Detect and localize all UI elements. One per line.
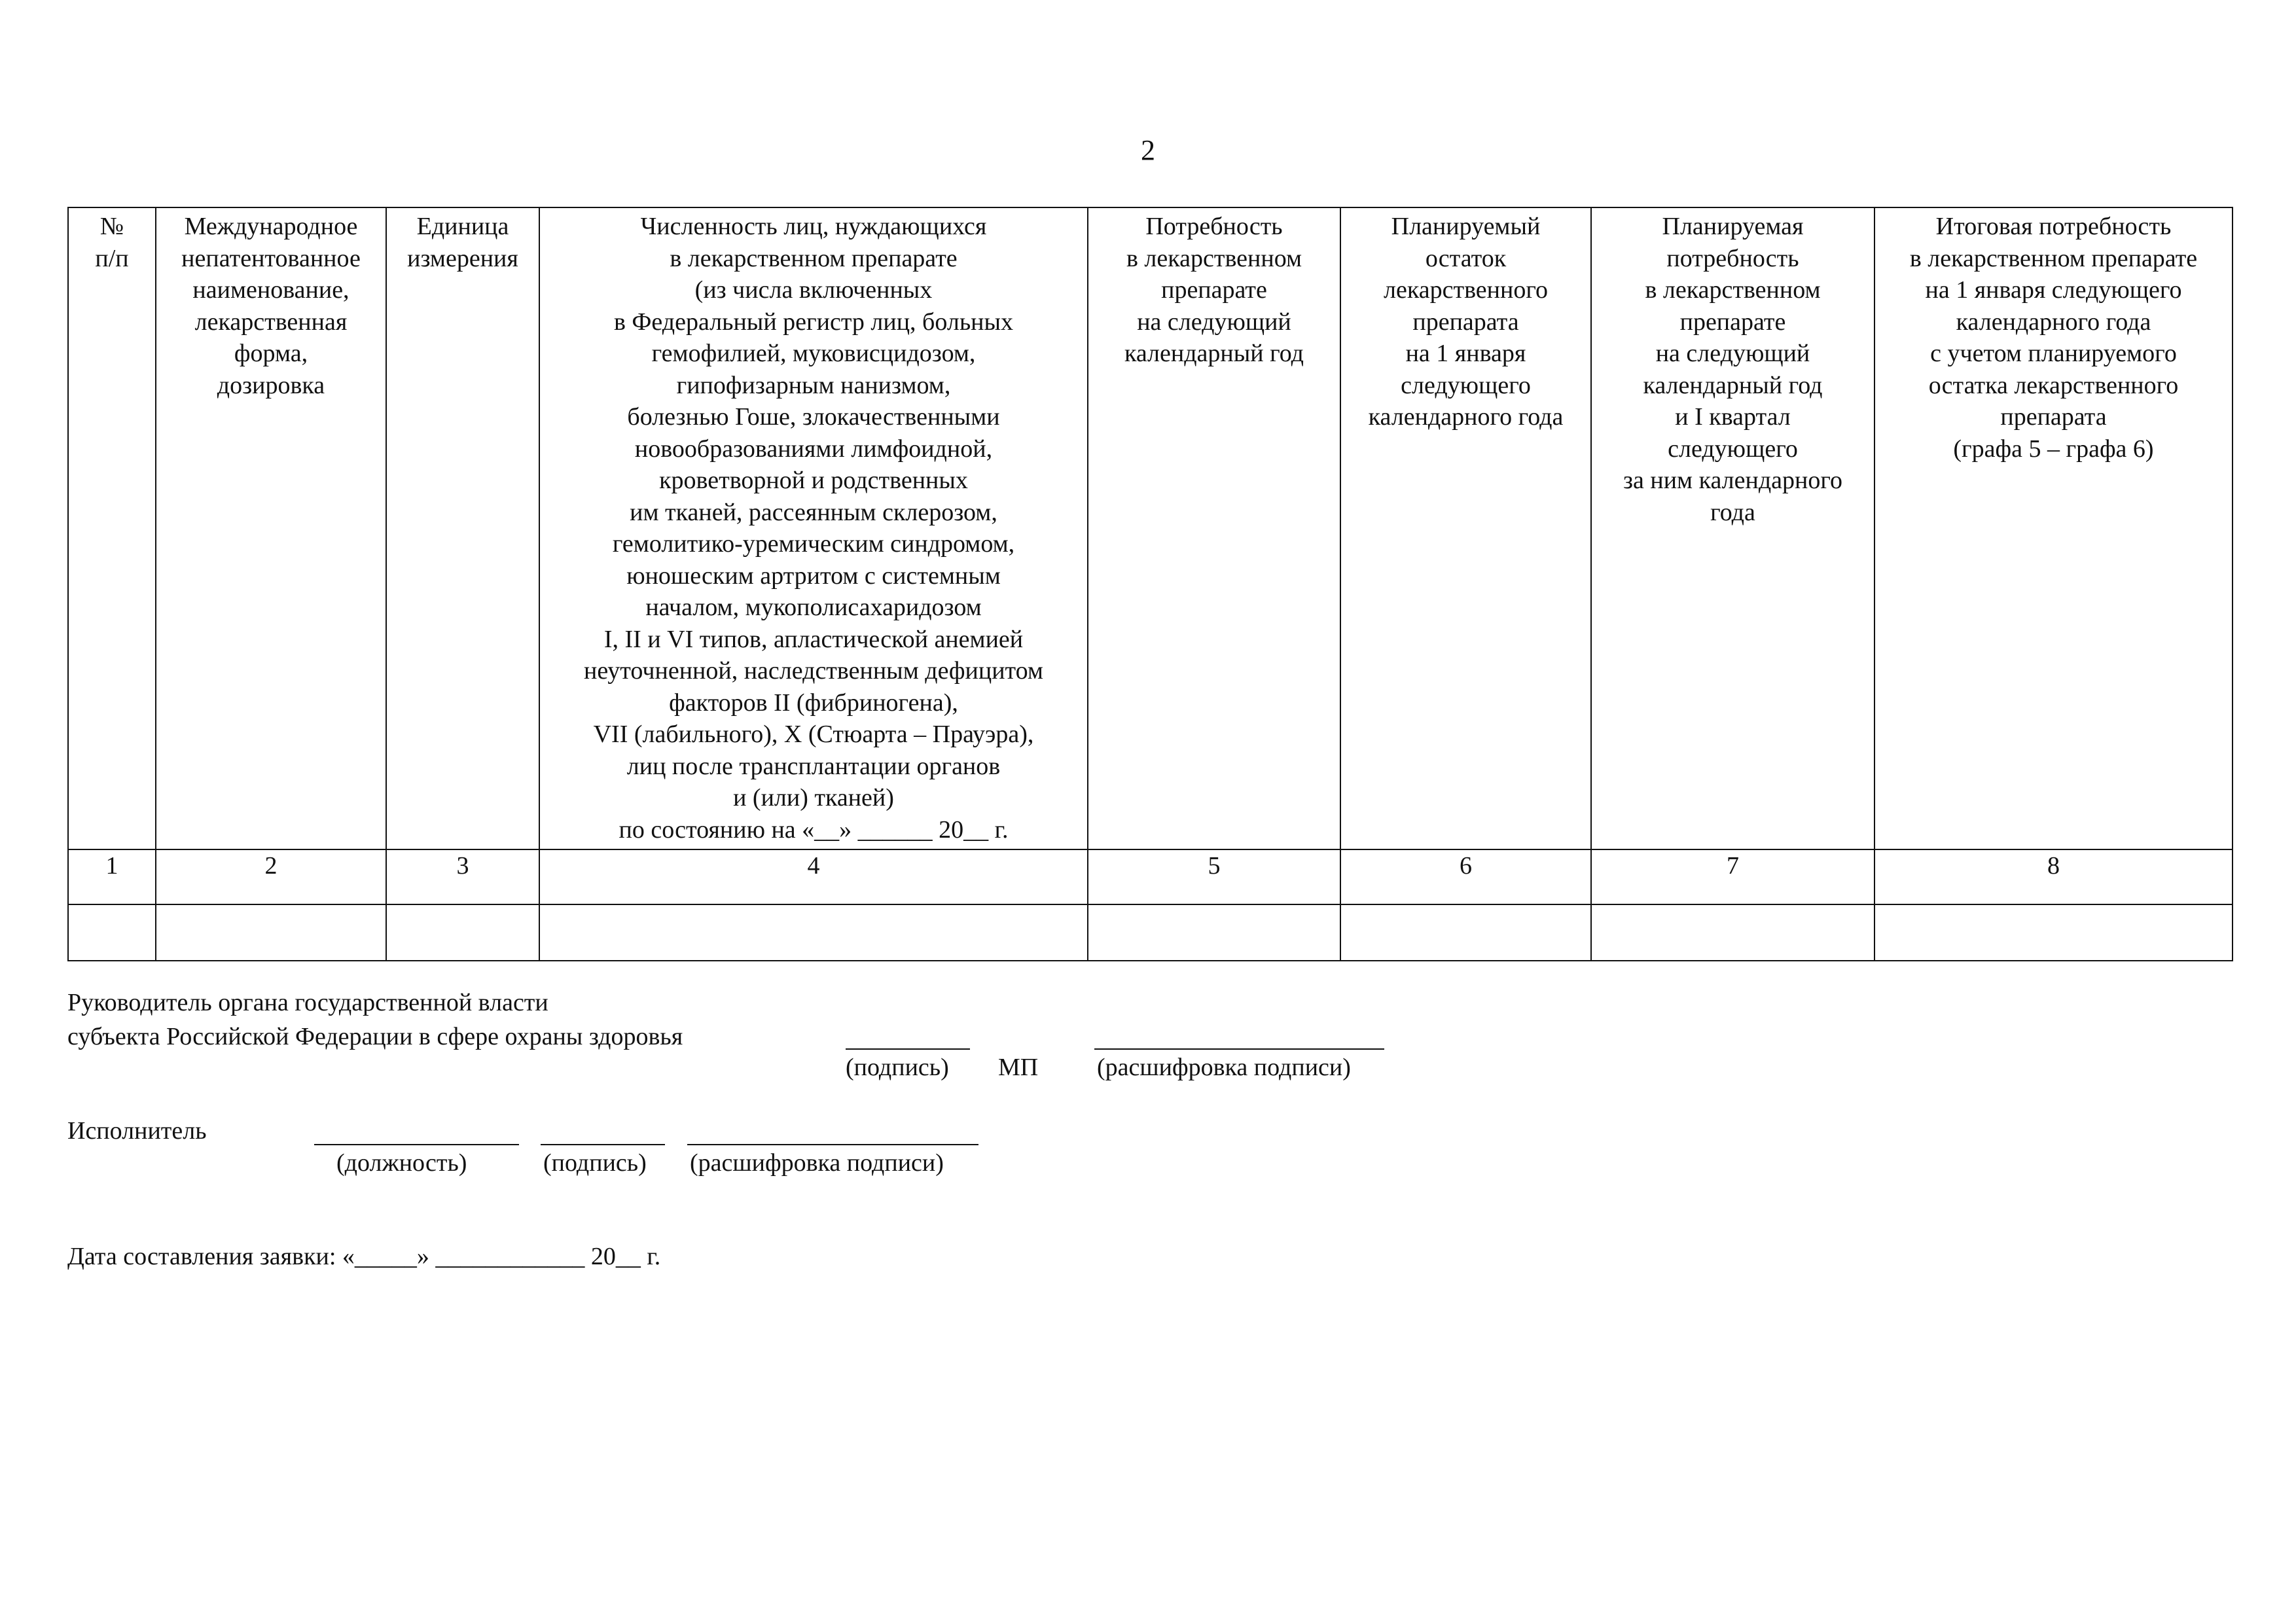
head-title-line1: Руководитель органа государственной власти [67,989,548,1016]
column-number: 7 [1591,849,1874,904]
header-unit: Единица измерения [386,207,539,849]
page-number: 2 [1141,134,1155,166]
executor-sign-caption: (подпись) [543,1149,647,1177]
empty-cell[interactable] [539,904,1088,961]
head-sign-blank[interactable] [846,1048,970,1050]
column-number: 1 [68,849,156,904]
empty-cell[interactable] [1591,904,1874,961]
column-number: 3 [386,849,539,904]
empty-cell[interactable] [1340,904,1591,961]
header-total-need: Итоговая потребность в лекарственном препарате на 1 января следующего календарного года с учетом планируемого остатка лекарственного препарата (графа 5 – графа 6) [1874,207,2233,849]
executor-position-caption: (должность) [336,1149,467,1177]
executor-position-blank[interactable] [314,1144,519,1145]
head-sign-caption: (подпись) [846,1054,949,1081]
executor-label: Исполнитель [67,1117,207,1145]
empty-cell[interactable] [1874,904,2233,961]
request-table [67,207,2233,961]
header-planned-need: Планируемая потребность в лекарственном препарате на следующий календарный год и I квартал следующего за ним календарного года [1591,207,1874,849]
header-drug-name: Международное непатентованное наименование, лекарственная форма, дозировка [156,207,386,849]
column-number: 5 [1088,849,1340,904]
column-number: 2 [156,849,386,904]
header-need-next-year: Потребность в лекарственном препарате на следующий календарный год [1088,207,1340,849]
header-patient-count: Численность лиц, нуждающихся в лекарственном препарате (из числа включенных в Федеральный регистр лиц, больных гемофилией, муковисцидозом, гипофизарным нанизмом, болезнью Гоше, злокачественными новообразованиями лимфоидной, кроветворной и родственных им тканей, рассеянным склерозом, гемолитико-уремическим синдромом, юношеским артритом с системным началом, мукополисахаридозом I, II и VI типов, апластической анемией неуточненной, наследственным дефицитом факторов II (фибриногена), VII (лабильного), X (Стюарта – Прауэра), лиц после трансплантации органов и (или) тканей) по состоянию на «__» ______ 20__ г. [539,207,1088,849]
executor-sign-blank[interactable] [541,1144,665,1145]
header-planned-remainder: Планируемый остаток лекарственного препарата на 1 января следующего календарного года [1340,207,1591,849]
mp-label: МП [998,1054,1039,1081]
column-number: 4 [539,849,1088,904]
executor-decode-blank[interactable] [687,1144,978,1145]
date-line: Дата составления заявки: «_____» ____________ 20__ г. [67,1243,661,1270]
header-row-number: № п/п [68,207,156,849]
column-number-row [68,849,2233,904]
empty-cell[interactable] [1088,904,1340,961]
executor-decode-caption: (расшифровка подписи) [690,1149,944,1177]
empty-cell[interactable] [68,904,156,961]
head-title-line2: субъекта Российской Федерации в сфере охраны здоровья [67,1023,683,1050]
table-row [68,904,2233,961]
head-decode-caption: (расшифровка подписи) [1097,1054,1351,1081]
column-number: 8 [1874,849,2233,904]
empty-cell[interactable] [156,904,386,961]
empty-cell[interactable] [386,904,539,961]
table-header-row [68,207,2233,849]
column-number: 6 [1340,849,1591,904]
head-decode-blank[interactable] [1094,1048,1384,1050]
